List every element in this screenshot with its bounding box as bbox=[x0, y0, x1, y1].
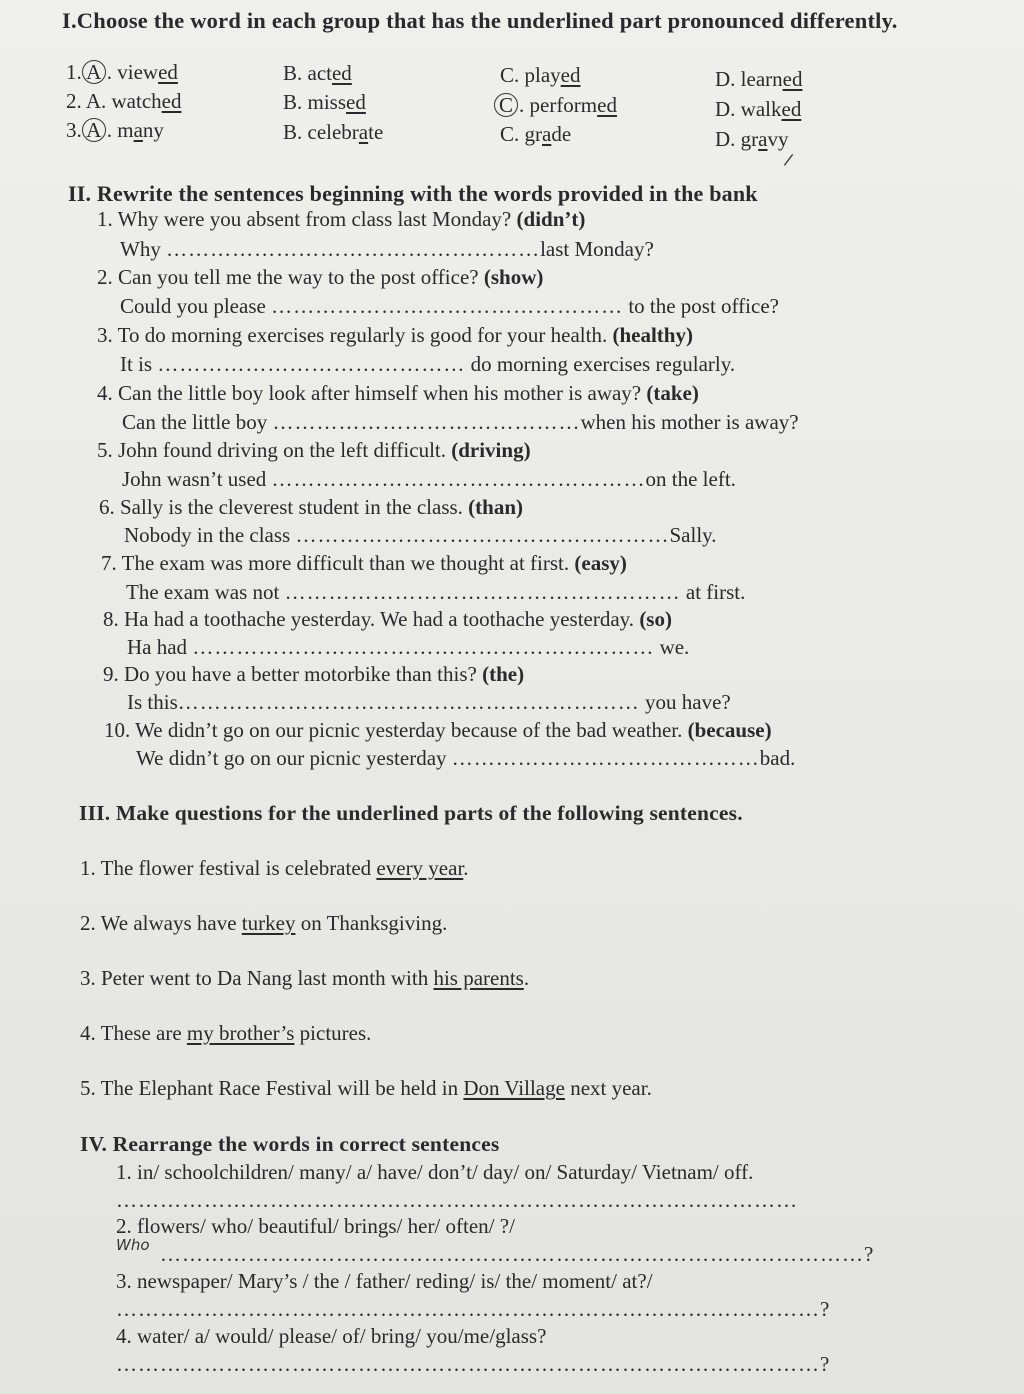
s1-row1-a bbox=[66, 60, 178, 85]
section2-title: II. Rewrite the sentences beginning with the words provided in the bank bbox=[68, 181, 758, 206]
s1-r3c-post: de bbox=[551, 122, 572, 146]
s1-r2b-underlined: ed bbox=[346, 90, 366, 114]
section3-title: III. Make questions for the underlined parts of the following sentences. bbox=[79, 801, 743, 825]
s1-row3-d bbox=[715, 127, 789, 152]
s1-row3-c bbox=[500, 122, 571, 147]
s2-a8-blank[interactable]: ……………………………………………………… bbox=[192, 635, 655, 659]
s2-a7-start: The exam was not bbox=[126, 580, 280, 604]
s1-row2-num: 2. bbox=[66, 89, 82, 113]
s2-a4-blank[interactable]: …………………………………… bbox=[272, 410, 581, 434]
s3-item1-pre: 1. The flower festival is celebrated bbox=[80, 856, 377, 880]
s3-item1 bbox=[80, 856, 469, 881]
s3-item3-post: . bbox=[523, 966, 530, 990]
s2-a4-start: Can the little boy bbox=[122, 410, 268, 434]
s2-q7-text: 7. The exam was more difficult than we thought at first. bbox=[101, 551, 570, 575]
s2-q7-keyword: (easy) bbox=[574, 551, 627, 575]
s1-r3b-pre: B. celebr bbox=[283, 120, 359, 144]
s2-a7 bbox=[126, 580, 745, 605]
s4-a3[interactable] bbox=[116, 1297, 829, 1322]
s2-a9-end: you have? bbox=[645, 690, 731, 714]
s2-q10-text: 10. We didn’t go on our picnic yesterday because of the bad weather. bbox=[104, 718, 683, 742]
handwritten-answer: Who bbox=[116, 1236, 150, 1254]
s2-q6-text: 6. Sally is the cleverest student in the class. bbox=[99, 495, 463, 519]
s2-q6 bbox=[99, 495, 523, 520]
s2-q3-keyword: (healthy) bbox=[612, 323, 693, 347]
s1-r2c-pre: . perform bbox=[519, 93, 598, 117]
s2-a6-end: Sally. bbox=[669, 523, 717, 547]
s1-row2-b bbox=[283, 90, 366, 115]
s1-r1d-pre: D. learn bbox=[715, 67, 783, 91]
s3-item5 bbox=[80, 1076, 652, 1101]
s2-a5-end: on the left. bbox=[645, 467, 736, 491]
s1-r1c-pre: . play bbox=[514, 63, 561, 87]
s2-q3 bbox=[97, 323, 693, 348]
s1-r2d-underlined: ed bbox=[781, 97, 802, 121]
s4-q3: 3. newspaper/ Mary’s / the / father/ reding/ is/ the/ moment/ at?/ bbox=[116, 1269, 653, 1293]
s2-q2-keyword: (show) bbox=[483, 265, 544, 289]
s2-q4-text: 4. Can the little boy look after himself when his mother is away? bbox=[97, 381, 642, 405]
s3-item2 bbox=[80, 911, 447, 936]
s3-item4-pre: 4. These are bbox=[80, 1021, 187, 1045]
s1-row2-a bbox=[66, 89, 182, 114]
s2-a3-end: do morning exercises regularly. bbox=[470, 352, 736, 376]
s1-r3d-underlined: a bbox=[758, 127, 768, 151]
s4-a2[interactable] bbox=[160, 1242, 873, 1267]
s2-a3 bbox=[120, 352, 735, 377]
s2-a2 bbox=[120, 294, 779, 319]
s3-item4 bbox=[80, 1021, 371, 1046]
s3-item2-underlined: turkey bbox=[241, 911, 296, 935]
answer-circle: A bbox=[82, 118, 106, 142]
s1-row3-num: 3. bbox=[66, 118, 82, 142]
s1-r2a-pre: . watch bbox=[101, 89, 162, 113]
s2-q10 bbox=[104, 718, 772, 743]
s2-q9-text: 9. Do you have a better motorbike than this? bbox=[103, 662, 477, 686]
s1-r3b-post: te bbox=[368, 120, 384, 144]
s2-a8-start: Ha had bbox=[127, 635, 188, 659]
s1-row1-d bbox=[715, 67, 802, 92]
s1-row1-c bbox=[500, 63, 581, 88]
s2-q9 bbox=[103, 662, 524, 687]
pen-tick-icon: / bbox=[782, 149, 795, 170]
s3-item2-pre: 2. We always have bbox=[80, 911, 242, 935]
s3-item3 bbox=[80, 966, 529, 991]
s1-r3b-underlined: a bbox=[358, 120, 369, 144]
s2-a6-start: Nobody in the class bbox=[124, 523, 291, 547]
s2-a10 bbox=[136, 746, 795, 771]
s2-q1 bbox=[97, 207, 585, 232]
s4-q4: 4. water/ a/ would/ please/ of/ bring/ you/me/glass? bbox=[116, 1324, 547, 1348]
s1-r3d-pre: D. gr bbox=[715, 127, 759, 151]
s2-q2-text: 2. Can you tell me the way to the post office? bbox=[97, 265, 479, 289]
s3-item1-underlined: every year bbox=[376, 856, 464, 880]
s2-a2-end: to the post office? bbox=[628, 294, 779, 318]
s4-a4-blank[interactable]: …………………………………………………………………………………… bbox=[116, 1352, 820, 1376]
s2-a4-end: when his mother is away? bbox=[580, 410, 799, 434]
s2-a6 bbox=[124, 523, 717, 548]
s2-a1 bbox=[120, 237, 654, 262]
s1-r1c-underlined: ed bbox=[560, 63, 581, 87]
s2-q4-keyword: (take) bbox=[646, 381, 699, 405]
s1-r2a-letter: A bbox=[85, 89, 102, 113]
s1-row3-b bbox=[283, 120, 383, 145]
s4-a3-end: ? bbox=[820, 1297, 830, 1321]
s1-r3c-underlined: a bbox=[542, 122, 552, 146]
s2-a5 bbox=[122, 467, 736, 492]
s1-r2a-underlined: ed bbox=[161, 89, 182, 113]
s1-row3-a bbox=[66, 118, 164, 143]
s3-item2-post: on Thanksgiving. bbox=[295, 911, 448, 935]
s2-a10-blank[interactable]: …………………………………… bbox=[451, 746, 760, 770]
s2-a9-start: Is this bbox=[127, 690, 178, 714]
s2-a9-blank[interactable]: ……………………………………………………… bbox=[177, 690, 640, 714]
answer-circle: A bbox=[82, 60, 106, 84]
s2-q1-text: 1. Why were you absent from class last Monday? bbox=[97, 207, 512, 231]
s3-item5-pre: 5. The Elephant Race Festival will be held in bbox=[80, 1076, 464, 1100]
s2-a2-start: Could you please bbox=[120, 294, 266, 318]
s4-a2-blank[interactable]: …………………………………………………………………………………… bbox=[160, 1242, 864, 1266]
s2-q7 bbox=[101, 551, 627, 576]
s1-r1b-pre: B. act bbox=[283, 61, 332, 85]
s2-q8-text: 8. Ha had a toothache yesterday. We had a toothache yesterday. bbox=[103, 607, 635, 631]
s4-a2-end: ? bbox=[864, 1242, 874, 1266]
s2-q4 bbox=[97, 381, 699, 406]
s2-a5-start: John wasn’t used bbox=[122, 467, 267, 491]
s1-r3d-post: vy bbox=[767, 127, 789, 151]
s2-a8 bbox=[127, 635, 689, 660]
s1-r2d-pre: D. walk bbox=[715, 97, 782, 121]
s2-q8 bbox=[103, 607, 672, 632]
s3-item5-post: next year. bbox=[564, 1076, 652, 1100]
s4-q1: 1. in/ schoolchildren/ many/ a/ have/ don’t/ day/ on/ Saturday/ Vietnam/ off. bbox=[116, 1160, 754, 1184]
s4-a1-blank[interactable]: ………………………………………………………………………………… bbox=[116, 1188, 798, 1212]
s2-a9 bbox=[127, 690, 731, 715]
s2-q10-keyword: (because) bbox=[687, 718, 772, 742]
s1-r1a-underlined: ed bbox=[158, 60, 178, 84]
s2-a4 bbox=[122, 410, 799, 435]
s2-a2-blank[interactable]: ………………………………………… bbox=[271, 294, 624, 318]
s4-a4[interactable] bbox=[116, 1352, 829, 1377]
s1-row1-b bbox=[283, 61, 352, 86]
s2-a7-end: at first. bbox=[685, 580, 746, 604]
s2-a1-end: last Monday? bbox=[540, 237, 654, 261]
s4-a3-blank[interactable]: …………………………………………………………………………………… bbox=[116, 1297, 820, 1321]
s1-row1-num: 1. bbox=[66, 60, 82, 84]
s3-item1-post: . bbox=[463, 856, 469, 880]
s3-item4-post: pictures. bbox=[294, 1021, 372, 1045]
s3-item4-underlined: my brother’s bbox=[186, 1021, 295, 1045]
s4-a1[interactable] bbox=[116, 1188, 798, 1213]
s2-a10-start: We didn’t go on our picnic yesterday bbox=[136, 746, 447, 770]
s2-a5-blank[interactable]: …………………………………………… bbox=[271, 467, 646, 491]
s2-a3-blank[interactable]: …………………………………… bbox=[157, 352, 466, 376]
s2-q5-keyword: (driving) bbox=[451, 438, 531, 462]
s1-r3a-pre: . m bbox=[106, 118, 134, 142]
s2-q6-keyword: (than) bbox=[468, 495, 524, 519]
s1-r1c-letter: C bbox=[500, 63, 515, 87]
s1-r2c-underlined: ed bbox=[597, 93, 617, 117]
s1-r3c-pre: C. gr bbox=[500, 122, 542, 146]
s1-r3a-post: ny bbox=[142, 118, 164, 142]
s2-q8-keyword: (so) bbox=[639, 607, 672, 631]
s2-q5 bbox=[97, 438, 531, 463]
s3-item3-underlined: his parents bbox=[433, 966, 524, 990]
s2-a7-blank[interactable]: ……………………………………………… bbox=[284, 580, 681, 604]
s1-r3a-underlined: a bbox=[133, 118, 143, 142]
s2-q3-text: 3. To do morning exercises regularly is good for your health. bbox=[97, 323, 608, 347]
s4-q2: 2. flowers/ who/ beautiful/ brings/ her/ often/ ?/ bbox=[116, 1214, 515, 1238]
s2-a6-blank[interactable]: …………………………………………… bbox=[295, 523, 670, 547]
s3-item3-pre: 3. Peter went to Da Nang last month with bbox=[80, 966, 434, 990]
s3-item5-underlined: Don Village bbox=[463, 1076, 565, 1100]
s2-q2 bbox=[97, 265, 543, 290]
s2-q5-text: 5. John found driving on the left difficult. bbox=[97, 438, 446, 462]
section1-title: I.Choose the word in each group that has the underlined part pronounced differently. bbox=[62, 8, 898, 33]
s2-q9-keyword: (the) bbox=[482, 662, 525, 686]
s1-row2-d bbox=[715, 97, 801, 122]
s2-a1-start: Why bbox=[120, 237, 161, 261]
section4-title: IV. Rearrange the words in correct sentences bbox=[80, 1132, 500, 1156]
s2-a10-end: bad. bbox=[759, 746, 796, 770]
s2-q1-keyword: (didn’t) bbox=[516, 207, 586, 231]
s1-r2b-pre: B. miss bbox=[283, 90, 347, 114]
s2-a1-blank[interactable]: …………………………………………… bbox=[166, 237, 541, 261]
s1-r1a-pre: . view bbox=[106, 60, 159, 84]
answer-circle: C bbox=[494, 93, 518, 117]
s1-r1d-underlined: ed bbox=[782, 67, 803, 91]
s1-row2-c bbox=[494, 93, 617, 118]
s1-r1b-underlined: ed bbox=[331, 61, 352, 85]
s2-a3-start: It is bbox=[120, 352, 153, 376]
s4-a4-end: ? bbox=[820, 1352, 830, 1376]
s2-a8-end: we. bbox=[659, 635, 690, 659]
